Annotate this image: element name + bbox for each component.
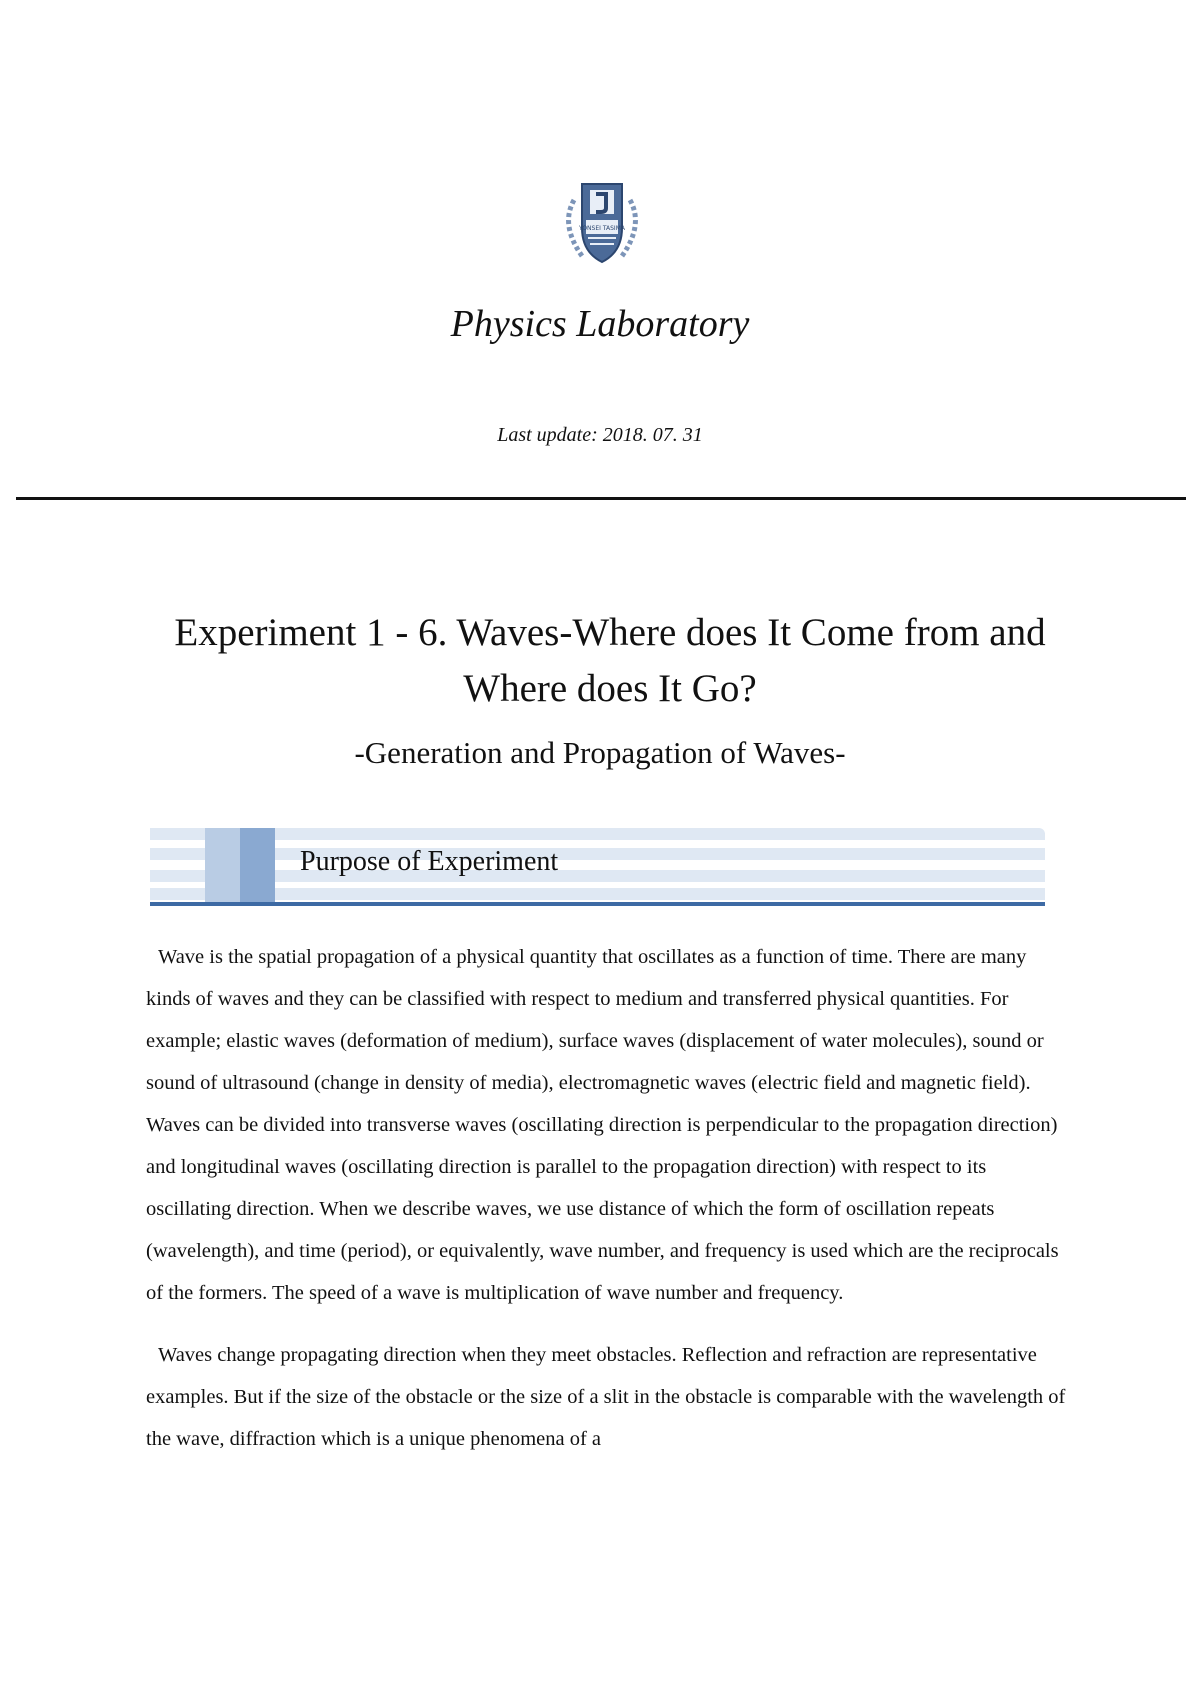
- university-seal-icon: [552, 170, 652, 270]
- paragraph: Waves change propagating direction when they meet obstacles. Reflection and refraction are representative examples. But if the size of the obstacle or the size of a slit in the obstacle is comparable with the wavelength of the wave, diffraction which is a unique phenomena of a: [146, 1344, 1066, 1450]
- header-divider: [16, 497, 1186, 500]
- banner-stripe: [150, 848, 1045, 860]
- svg-text:YONSEI TASIMA: YONSEI TASIMA: [579, 225, 625, 232]
- experiment-subtitle: -Generation and Propagation of Waves-: [354, 735, 846, 770]
- banner-stripe: [150, 870, 1045, 882]
- lab-title: Physics Laboratory: [450, 303, 750, 345]
- banner-underline: [150, 902, 1045, 906]
- banner-stripe: [150, 888, 1045, 900]
- banner-block: [205, 828, 240, 902]
- experiment-title: Experiment 1 - 6. Waves-Where does It Come from and Where does It Go?: [174, 611, 1046, 710]
- banner-stripe: [150, 828, 1045, 840]
- section-banner: [150, 826, 1045, 908]
- last-update: Last update: 2018. 07. 31: [497, 424, 703, 446]
- section-heading: Purpose of Experiment: [300, 846, 559, 877]
- section-body: [146, 936, 1070, 1480]
- banner-block: [240, 828, 275, 902]
- paragraph: Wave is the spatial propagation of a physical quantity that oscillates as a function of time. There are many kinds of waves and they can be classified with respect to medium and transferred physical quantities. For example; elastic waves (deformation of medium), surface waves (displacement of water molecules), sound or sound of ultrasound (change in density of media), electromagnetic waves (electric field and magnetic field). Waves can be divided into transverse waves (oscillating direction is perpendicular to the propagation direction) and longitudinal waves (oscillating direction is parallel to the propagation direction) with respect to its oscillating direction. When we describe waves, we use distance of which the form of oscillation repeats (wavelength), and time (period), or equivalently, wave number, and frequency is used which are the reciprocals of the formers. The speed of a wave is multiplication of wave number and frequency.: [146, 946, 1059, 1304]
